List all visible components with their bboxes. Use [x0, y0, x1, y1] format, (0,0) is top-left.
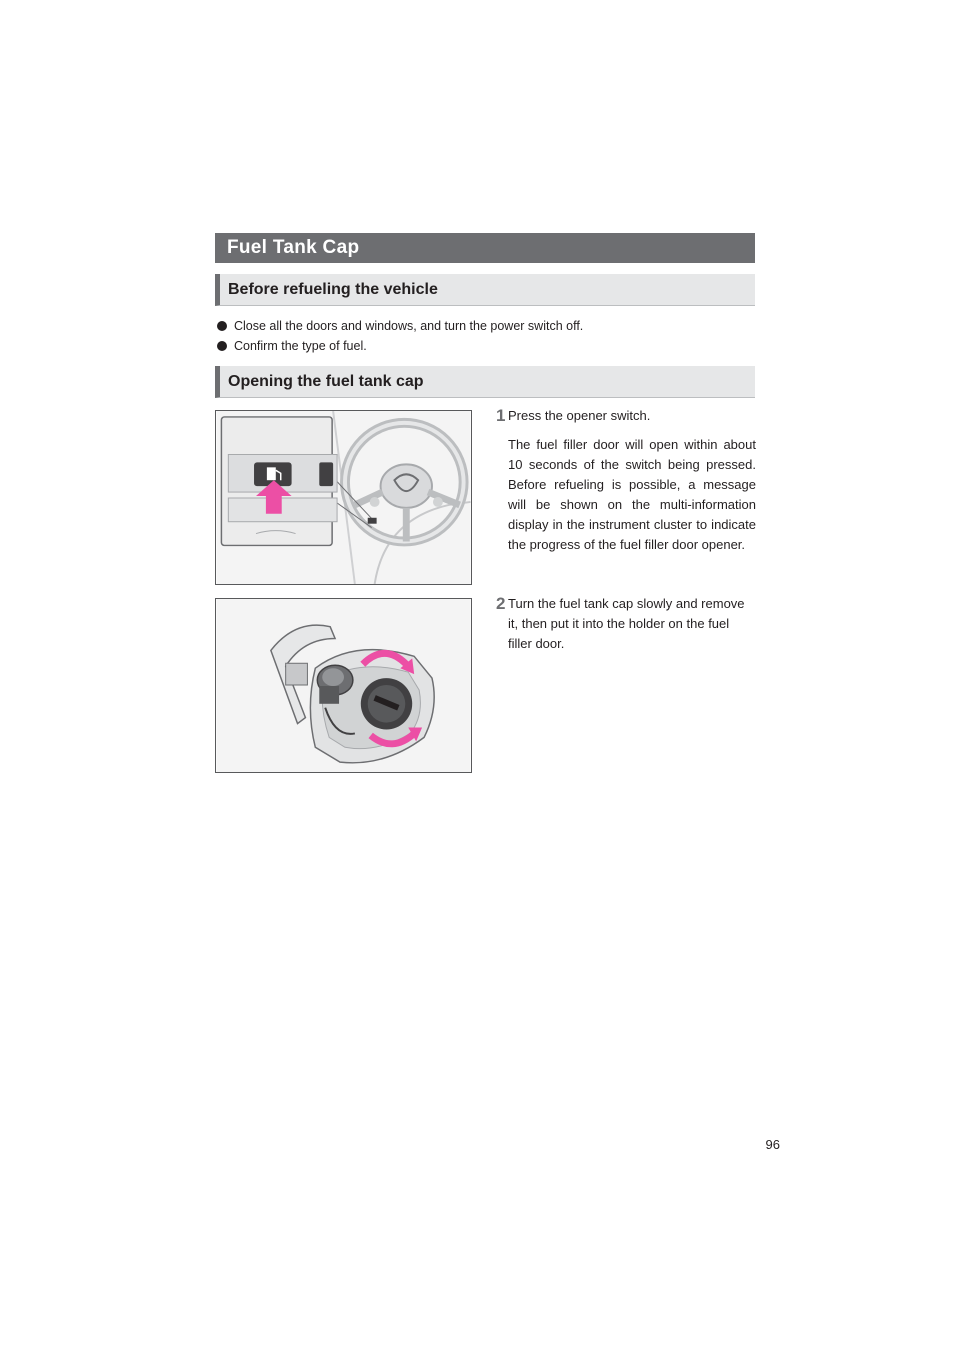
bullet-list — [217, 316, 757, 356]
bullet-text: Close all the doors and windows, and turn the power switch off. — [234, 319, 584, 333]
step-text: Press the opener switch. — [508, 408, 651, 423]
step-number: 1 — [496, 406, 506, 425]
step-text: Turn the fuel tank cap slowly and remove it, then put it into the holder on the fuel filler door. — [508, 596, 745, 651]
section-heading-opening: Opening the fuel tank cap — [215, 366, 755, 398]
section-heading-before-refueling: Before refueling the vehicle — [215, 274, 755, 306]
switch-panel-inset — [221, 417, 337, 546]
list-item — [217, 336, 757, 356]
page-title: Fuel Tank Cap — [215, 233, 755, 263]
list-item — [217, 316, 757, 336]
filler-neck-cap-icon — [361, 678, 412, 729]
bullet-icon — [217, 321, 227, 331]
fuel-cap-illustration — [215, 598, 472, 773]
opener-switch-illustration — [215, 410, 472, 585]
page-number: 96 — [765, 1137, 780, 1152]
step-description: The fuel filler door will open within about 10 seconds of the switch being pressed. Before refueling is possible, a message will be shown on the multi-information display in the instrument cluster to indicate the progress of the fuel filler door opener. — [508, 437, 756, 552]
step-1 — [496, 406, 756, 555]
step-2 — [496, 594, 756, 654]
bullet-text: Confirm the type of fuel. — [234, 339, 367, 353]
bullet-icon — [217, 341, 227, 351]
step-number: 2 — [496, 594, 506, 613]
